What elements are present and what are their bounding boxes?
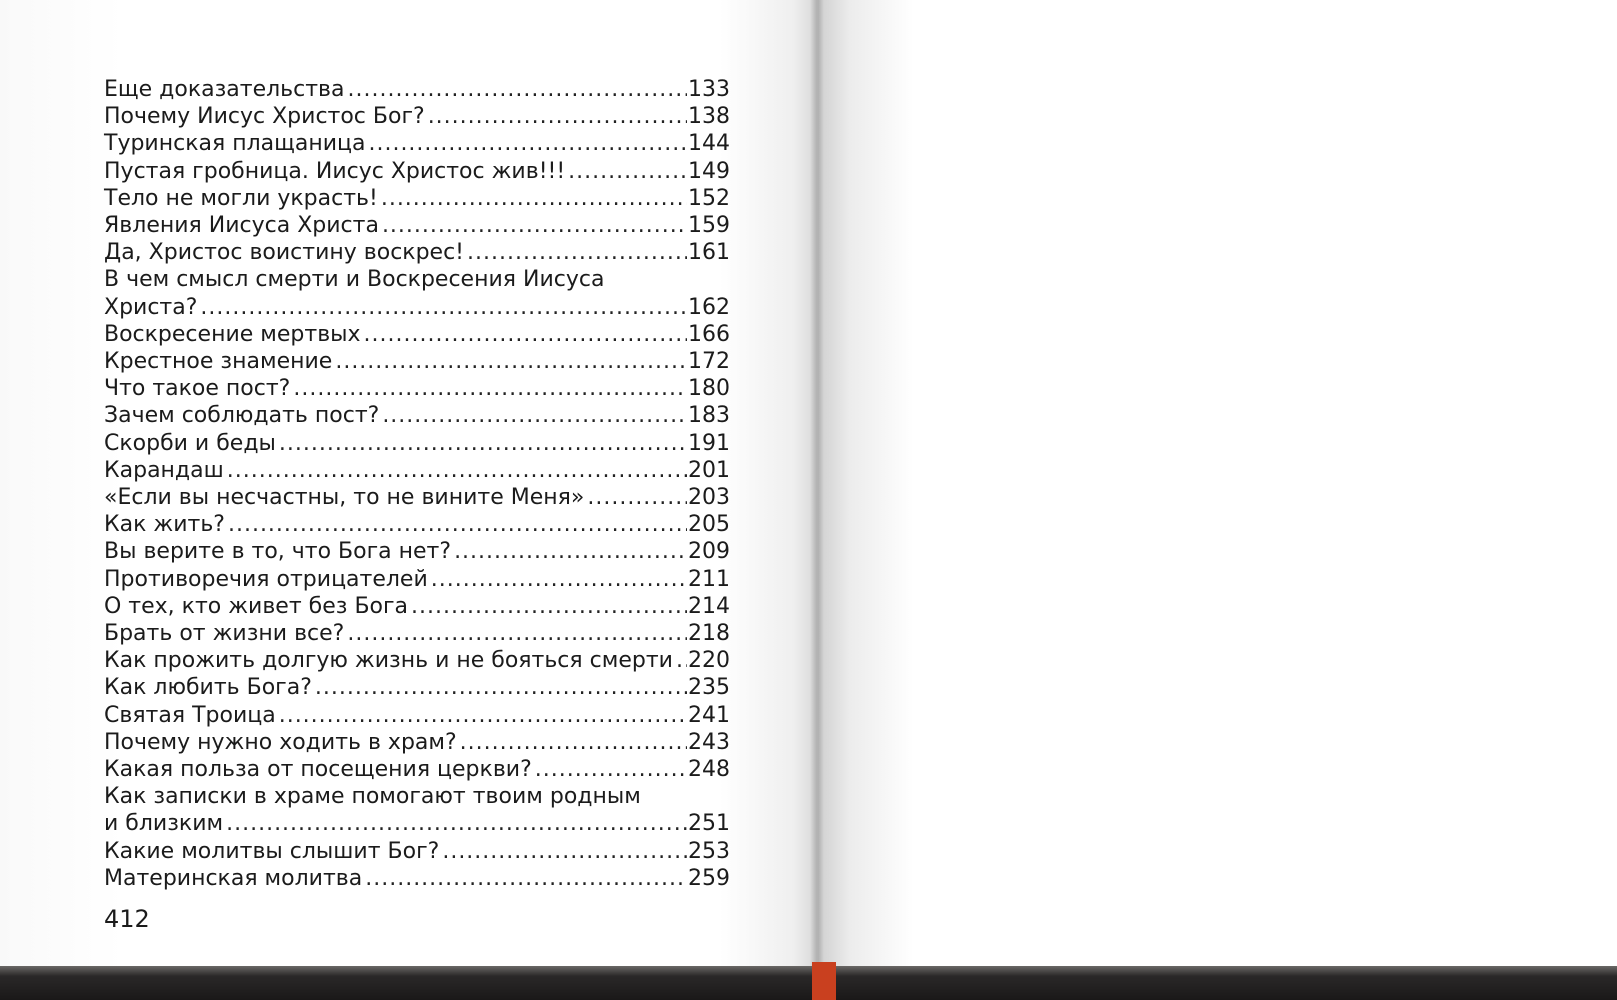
toc-entry-page-number: 235 bbox=[688, 675, 730, 701]
toc-entry-page-number: 138 bbox=[688, 104, 730, 130]
page-number-left: 412 bbox=[104, 905, 150, 933]
toc-entry-page-number: 180 bbox=[688, 376, 730, 402]
toc-entry-title: Как прожить долгую жизнь и не бояться смерти bbox=[104, 648, 673, 674]
dot-leader bbox=[587, 484, 687, 511]
toc-entry-page-number: 144 bbox=[688, 131, 730, 157]
toc-entry-page-number: 251 bbox=[688, 811, 730, 837]
toc-entry bbox=[104, 375, 730, 402]
toc-entry-line bbox=[104, 402, 730, 429]
toc-entry-title: Воскресение мертвых bbox=[104, 321, 361, 347]
toc-entry-title: Что такое пост? bbox=[104, 376, 291, 402]
dot-leader bbox=[467, 239, 687, 266]
dot-leader bbox=[431, 566, 687, 593]
toc-entry bbox=[104, 158, 730, 185]
dot-leader bbox=[460, 729, 687, 756]
toc-entry-line bbox=[104, 348, 730, 375]
toc-entry-title: Крестное знамение bbox=[104, 349, 333, 375]
toc-entry-page-number: 162 bbox=[688, 294, 730, 320]
toc-entry-title: Какие молитвы слышит Бог? bbox=[104, 838, 440, 864]
toc-entry bbox=[104, 566, 730, 593]
toc-entry bbox=[104, 402, 730, 429]
toc-entry-line bbox=[104, 239, 730, 266]
dot-leader bbox=[293, 375, 687, 402]
toc-entry-page-number: 243 bbox=[688, 729, 730, 755]
toc-entry-line bbox=[104, 593, 730, 620]
dot-leader bbox=[347, 620, 687, 647]
book-bottom-edge bbox=[0, 966, 1617, 1000]
toc-entry-line bbox=[104, 810, 730, 837]
toc-entry-title: Да, Христос воистину воскрес! bbox=[104, 240, 465, 266]
dot-leader bbox=[382, 402, 687, 429]
toc-entry bbox=[104, 430, 730, 457]
toc-entry-line bbox=[104, 76, 730, 103]
toc-entry-page-number: 218 bbox=[688, 621, 730, 647]
toc-entry-title: Материнская молитва bbox=[104, 865, 363, 891]
toc-entry-page-number: 211 bbox=[688, 566, 730, 592]
toc-entry-page-number: 152 bbox=[688, 185, 730, 211]
toc-entry-title: Какая польза от посещения церкви? bbox=[104, 757, 532, 783]
toc-entry-title: и близким bbox=[104, 811, 224, 837]
toc-entry bbox=[104, 729, 730, 756]
toc-entry-line bbox=[104, 538, 730, 565]
toc-entry-line bbox=[104, 865, 730, 892]
toc-entry bbox=[104, 538, 730, 565]
toc-entry-title: Явления Иисуса Христа bbox=[104, 213, 379, 239]
book-gutter bbox=[810, 0, 824, 966]
toc-entry-line bbox=[104, 457, 730, 484]
toc-entry-title: Как любить Бога? bbox=[104, 675, 312, 701]
toc-entry-line bbox=[104, 756, 730, 783]
toc-entry-page-number: 159 bbox=[688, 213, 730, 239]
toc-entry-line bbox=[104, 729, 730, 756]
toc-entry-page-number: 201 bbox=[688, 457, 730, 483]
toc-entry-line bbox=[104, 511, 730, 538]
left-page bbox=[0, 0, 818, 966]
table-of-contents-left bbox=[104, 76, 730, 892]
toc-entry bbox=[104, 484, 730, 511]
toc-entry bbox=[104, 756, 730, 783]
toc-entry-page-number: 149 bbox=[688, 158, 730, 184]
toc-entry-title: Христа? bbox=[104, 294, 198, 320]
toc-entry-title: Почему Иисус Христос Бог? bbox=[104, 104, 425, 130]
toc-entry-title: Брать от жизни все? bbox=[104, 621, 345, 647]
toc-entry-line bbox=[104, 620, 730, 647]
toc-entry-line bbox=[104, 838, 730, 865]
right-page bbox=[818, 0, 1617, 966]
toc-entry-page-number: 253 bbox=[688, 838, 730, 864]
toc-entry-title: «Если вы несчастны, то не вините Меня» bbox=[104, 485, 585, 511]
toc-entry bbox=[104, 185, 730, 212]
toc-entry-line bbox=[104, 702, 730, 729]
dot-leader bbox=[442, 838, 687, 865]
toc-entry bbox=[104, 457, 730, 484]
toc-entry-line bbox=[104, 566, 730, 593]
toc-entry-page-number: 259 bbox=[688, 865, 730, 891]
toc-entry-page-number: 172 bbox=[688, 349, 730, 375]
toc-entry-title: Противоречия отрицателей bbox=[104, 566, 428, 592]
toc-entry-page-number: 183 bbox=[688, 403, 730, 429]
toc-entry-title: Вы верите в то, что Бога нет? bbox=[104, 539, 452, 565]
toc-entry-line bbox=[104, 185, 730, 212]
toc-entry-page-number: 214 bbox=[688, 593, 730, 619]
toc-entry-line bbox=[104, 103, 730, 130]
toc-entry-title: Карандаш bbox=[104, 457, 224, 483]
toc-entry-title: О тех, кто живет без Бога bbox=[104, 593, 409, 619]
toc-entry-page-number: 166 bbox=[688, 321, 730, 347]
toc-entry-line bbox=[104, 158, 730, 185]
dot-leader bbox=[279, 702, 687, 729]
toc-entry bbox=[104, 702, 730, 729]
toc-entry bbox=[104, 783, 730, 837]
toc-entry-title: Тело не могли украсть! bbox=[104, 185, 378, 211]
toc-entry-page-number: 191 bbox=[688, 430, 730, 456]
toc-entry-page-number: 220 bbox=[688, 648, 730, 674]
toc-entry-line bbox=[104, 375, 730, 402]
dot-leader bbox=[428, 103, 687, 130]
toc-entry-title: Зачем соблюдать пост? bbox=[104, 403, 380, 429]
toc-entry-page-number: 241 bbox=[688, 702, 730, 728]
dot-leader bbox=[315, 674, 687, 701]
dot-leader bbox=[226, 810, 687, 837]
toc-entry-line bbox=[104, 321, 730, 348]
dot-leader bbox=[227, 457, 687, 484]
toc-entry-title-line: Как записки в храме помогают твоим родным bbox=[104, 784, 641, 810]
toc-entry-page-number: 209 bbox=[688, 539, 730, 565]
dot-leader bbox=[454, 538, 687, 565]
toc-entry-title: Туринская плащаница bbox=[104, 131, 366, 157]
dot-leader bbox=[228, 511, 687, 538]
dot-leader bbox=[335, 348, 687, 375]
dot-leader bbox=[676, 647, 687, 674]
dot-leader bbox=[535, 756, 687, 783]
toc-entry-title: Скорби и беды bbox=[104, 430, 276, 456]
toc-entry-title-line: В чем смысл смерти и Воскресения Иисуса bbox=[104, 267, 605, 293]
dot-leader bbox=[382, 212, 687, 239]
toc-entry bbox=[104, 266, 730, 320]
toc-entry-line bbox=[104, 130, 730, 157]
toc-entry bbox=[104, 212, 730, 239]
toc-entry-page-number: 205 bbox=[688, 512, 730, 538]
toc-entry-title: Пустая гробница. Иисус Христос жив!!! bbox=[104, 158, 566, 184]
toc-entry bbox=[104, 130, 730, 157]
toc-entry-line bbox=[104, 430, 730, 457]
dot-leader bbox=[348, 76, 687, 103]
toc-entry-page-number: 203 bbox=[688, 485, 730, 511]
dot-leader bbox=[368, 130, 687, 157]
toc-entry-line bbox=[104, 294, 730, 321]
toc-entry bbox=[104, 865, 730, 892]
toc-entry-page-number: 161 bbox=[688, 240, 730, 266]
dot-leader bbox=[568, 158, 687, 185]
toc-entry bbox=[104, 239, 730, 266]
toc-entry-title: Почему нужно ходить в храм? bbox=[104, 729, 457, 755]
dot-leader bbox=[364, 321, 687, 348]
toc-entry-page-number: 133 bbox=[688, 77, 730, 102]
dot-leader bbox=[200, 294, 687, 321]
toc-entry bbox=[104, 348, 730, 375]
toc-entry bbox=[104, 76, 730, 103]
toc-entry bbox=[104, 593, 730, 620]
dot-leader bbox=[279, 430, 687, 457]
toc-entry-line bbox=[104, 674, 730, 701]
toc-entry-line bbox=[104, 484, 730, 511]
toc-entry bbox=[104, 620, 730, 647]
toc-entry bbox=[104, 674, 730, 701]
toc-entry-title: Как жить? bbox=[104, 512, 225, 538]
toc-entry-line bbox=[104, 212, 730, 239]
toc-entry-title: Святая Троица bbox=[104, 702, 276, 728]
dot-leader bbox=[381, 185, 687, 212]
toc-entry-title: Еще доказательства bbox=[104, 77, 345, 102]
toc-entry bbox=[104, 838, 730, 865]
toc-entry bbox=[104, 511, 730, 538]
dot-leader bbox=[365, 865, 687, 892]
dot-leader bbox=[411, 593, 687, 620]
toc-entry-page-number: 248 bbox=[688, 757, 730, 783]
book-spine-edge bbox=[812, 962, 836, 1000]
toc-entry bbox=[104, 321, 730, 348]
toc-entry bbox=[104, 103, 730, 130]
toc-entry bbox=[104, 647, 730, 674]
toc-entry-line bbox=[104, 647, 730, 674]
